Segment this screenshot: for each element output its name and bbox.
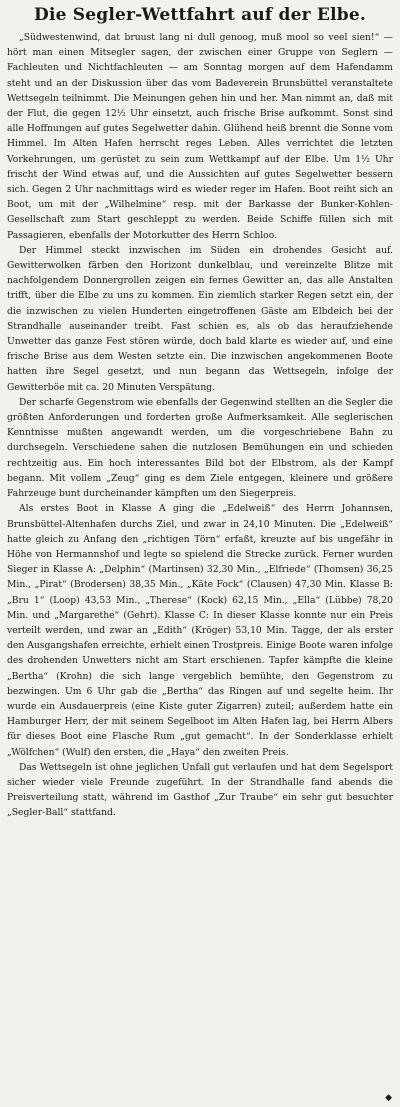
- article-paragraph-2: Der Himmel steckt inzwischen im Süden ein drohendes Gesicht auf. Gewitterwolken färben den Horizont dunkelblau, und vereinzelte Blitze mit nachfolgendem Donnergrollen zeigen ein fernes Gewitter an, das alle Anstalten trifft, über die Elbe zu uns zu kommen. Ein ziemlich starker Regen setzt ein, der die inzwischen zu vielen Hunderten eingetroffenen Gäste am Elbdeich bei der Strandhalle auseinander treibt. Fast schien es, als ob das heraufziehende Unwetter das ganze Fest stören würde, doch bald klarte es wieder auf, und eine frische Brise aus dem Westen setzte ein. Die inzwischen angekommenen Boote hatten ihre Segel gesetzt, und nun begann das Wettsegeln, infolge der Gewitterböe mit ca. 20 Minuten Verspätung.: [7, 244, 393, 393]
- article-body: [7, 30, 393, 821]
- article-paragraph-1: „Südwestenwind, dat bruust lang ni dull genoog, muß mool so veel sien!“ —hört man einen Mitsegler sagen, der zwischen einer Gruppe von Seglern — Fachleuten und Nichtfachleuten — am Sonntag morgen auf dem Hafendamm steht und an der Diskussion über das vom Badeverein Brunsbüttel veranstaltete Wettsegeln teilnimmt. Die Meinungen gehen hin und her. Man nimmt an, daß mit der Flut, die gegen 12½ Uhr einsetzt, auch frische Brise aufkommt. Sonst sind alle Hoffnungen auf gutes Segelwetter dahin. Glühend heiß brennt die Sonne vom Himmel. Im Alten Hafen herrscht reges Leben. Alles verrichtet die letzten Vorkehrungen, um gerüstet zu sein zum Wettkampf auf der Elbe. Um 1½ Uhr frischt der Wind etwas auf, und die Aussichten auf gutes Segelwetter bessern sich. Gegen 2 Uhr nachmittags wird es wieder reger im Hafen. Boot reiht sich an Boot, um mit der „Wilhelmine“ resp. mit der Barkasse der Bunker-Kohlen-Gesellschaft zum Start geschleppt zu werden. Beide Schiffe füllen sich mit Passagieren, ebenfalls der Motorkutter des Herrn Schloo.: [7, 32, 393, 241]
- article-title: Die Segler-Wettfahrt auf der Elbe.: [34, 5, 366, 25]
- article-paragraph-4: Als erstes Boot in Klasse A ging die „Edelweiß“ des Herrn Johannsen, Brunsbüttel-Altenhafen durchs Ziel, und zwar in 24,10 Minuten. Die „Edelweiß“ hatte gleich zu Anfang den „richtigen Törn“ erfaßt, kreuzte auf bis ungefähr in Höhe von Hermannshof und legte so spielend die Strecke zurück. Ferner wurden Sieger in Klasse A: „Delphin“ (Martinsen) 32,30 Min., „Elfriede“ (Thomsen) 36,25 Min., „Pirat“ (Brodersen) 38,35 Min., „Käte Fock“ (Clausen) 47,30 Min. Klasse B: „Bru 1“ (Loop) 43,53 Min., „Therese“ (Kock) 62,15 Min., „Ella“ (Lübbe) 78,20 Min. und „Margarethe“ (Gehrt). Klasse C: In dieser Klasse konnte nur ein Preis verteilt werden, und zwar an „Edith“ (Kröger) 53,10 Min. Tagge, der als erster den Ausgangshafen erreichte, erhielt einen Trostpreis. Einige Boote waren infolge des drohenden Unwetters nicht am Start erschienen. Tapfer kämpfte die kleine „Bertha“ (Krohn) die sich lange vergeblich bemühte, den Gegenstrom zu bezwingen. Um 6 Uhr gab die „Bertha“ das Ringen auf und segelte heim. Ihr wurde ein Ausdauerpreis (eine Kiste guter Zigarren) zuteil; außerdem hatte ein Hamburger Herr, der mit seinem Segelboot im Alten Hafen lag, bei Herrn Albers für dieses Boot eine Flasche Rum „gut gemacht“. In der Sonderklasse erhielt „Wölfchen“ (Wulf) den ersten, die „Haya“ den zweiten Preis.: [7, 503, 393, 758]
- article-paragraph-3: Der scharfe Gegenstrom wie ebenfalls der Gegenwind stellten an die Segler die größten Anforderungen und forderten große Aufmerksamkeit. Alle seglerischen Kenntnisse mußten angewandt werden, um die vorgeschriebene Bahn zu durchsegeln. Verschiedene sahen die nutzlosen Bemühungen ein und schieden rechtzeitig aus. Ein hoch interessantes Bild bot der Elbstrom, als der Kampf begann. Mit vollem „Zeug“ ging es dem Ziele entgegen, kleinere und größere Fahrzeuge bunt durcheinander kämpften um den Siegerpreis.: [7, 396, 393, 500]
- article-paragraph-5: Das Wettsegeln ist ohne jeglichen Unfall gut verlaufen und hat dem Segelsport sicher wieder viele Freunde zugeführt. In der Strandhalle fand abends die Preisverteilung statt, während im Gasthof „Zur Traube“ ein sehr gut besuchter „Segler-Ball“ stattfand.: [7, 761, 393, 819]
- end-ornament-icon: ◆: [385, 1093, 392, 1103]
